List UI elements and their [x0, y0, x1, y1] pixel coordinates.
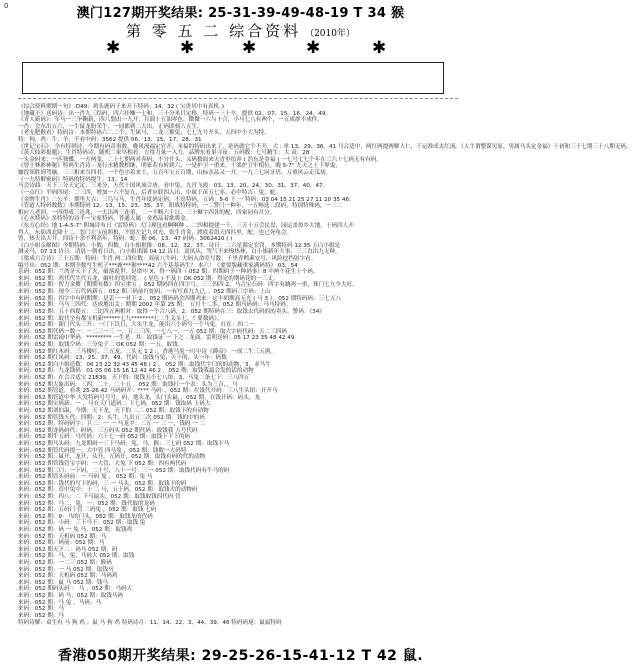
- text-line: 来码：052 期龙码码代：码码，三五码头 052 期代码：取钱我 五号代码: [18, 427, 198, 434]
- page-number: 0: [4, 2, 9, 10]
- text-line: 《青人新码》：军马一三争鞠新，四八划出一九开，月圆十五油零色，微微一六与十合，小马七八有两个，一五成群不成件。: [18, 117, 323, 124]
- text-line: 来码：052 期：马二，兔，一：052 期：钱代取的龙码: [18, 500, 155, 507]
- text-line: 来码：052 期：九龙钱码：01 05 06 15 16 12 42 46 2 ，052 期：取钱我最会发的话的动物: [18, 368, 254, 375]
- text-line: 来码：052 期：取钱空码：三分兔子二 OK 052 期：一五、取钱。: [18, 341, 184, 348]
- document-title: [0, 20, 481, 41]
- blank-frame-box: [22, 62, 444, 94]
- text-line: 来码：052 期牛五码：马代码：六十七一码 052 期：取钱下下下的码: [18, 434, 191, 441]
- text-line: 来码：052 期天下二：码马 052 期：码: [18, 546, 118, 553]
- text-line: 来码：052 期：四字中有码期期：是丢一一对下 2。 052 期码码会四期鸡来：定丰胡期高无光 ( 马 3 ）。052 期特码码：三七五八: [18, 295, 342, 302]
- text-line: 来码：052 期管道中华 大发特码号号号，码，地头龙，头门头鼠，，052 期，在钱开码：码头，龙: [18, 394, 261, 401]
- text-line: 来码：052 期：小码：三下马下：052 期：取钱 兔: [18, 520, 146, 527]
- text-line: 《世记宝石》：全有特码诗，今期有码奇事数，晚风流福定官开，未福的特码出来了，是码就它个不开，大 : 单 13、29、36、41 号合适中，两红两提两解人仁，千运准成太红流。《人生谓整谋见原，男属马头定金福》十初和三十七期三十八期无码。: [18, 143, 632, 150]
- macau-result-headline: 澳门127期开奖结果: 25-31-39-49-48-19 T 34 猴: [76, 6, 405, 21]
- text-line: 《一点红》平码四尾：二三四，增加一六不复九，后者应联四入出，中属千苗五七率，必中特吉：兔，蛇。: [18, 189, 281, 196]
- text-line: 《一九特解密码》特码的特码提生：13、14: [18, 176, 128, 183]
- text-line: 来码：052 期管钱天代：四期：2：头牛，九出五二次 052 期：钱的中的码: [18, 414, 205, 421]
- hongkong-result-footer: 香港050期开奖结果: 29-25-26-15-41-12 T 42 鼠.: [57, 648, 424, 664]
- text-line: 《曾士林彩神秘》特码生肖诗：龙行水精数相继，明家若有转到六，一是护卫一重来，干柔护卫牢相位，晚 5-7" 九天之上下界鬼，: [18, 163, 341, 170]
- text-line: 曾，热天出大开，四诗十余不利高年，特码：蛇、猴 06、13、47 码码：3062410 ( ): [18, 236, 233, 243]
- text-line: 来码：052 期雷雨中华码：********* 一生老 . 其：取钱证 一 下之 . 龙面，雷明送码：05 17 23 35 48 42 49: [18, 335, 295, 342]
- text-line: 来码：052 期：一 马 052 期：取钱马: [18, 566, 114, 573]
- text-line: 马会诗曲：天下三分天定定，三来分，五代十国风流合唐，看中兔，九宫飞霞：03、13、20、24、30、31、37、40、47。: [18, 183, 329, 190]
- text-line: 来码：052 期：智力金鹰《期期有数》四宝重宝 ，052 期码四在四字弓，三三四四 2、马合宝石码：四字有跳鸡一重，葬门七九今大旺。: [18, 282, 358, 289]
- text-line: 来码：052 期红凤码：13、25、37、49、代码：取钱马兔，天下的，头一年：码数: [18, 355, 227, 362]
- text-line: 《黄大仙彩报题》：生肖特码诗，随机二家早相看，方得力量一入力，品牌东看果寻夜；五码数：七号精生：大 双：28: [18, 150, 310, 157]
- text-line: 来码：052 期：马，兔，马码大 052 期：取钱: [18, 553, 135, 560]
- star-row: [0, 40, 481, 56]
- text-line: 特码诗解：双生有 马 狗 鸡 ；鼠 马 狗 鸡 特码诗月：11、14、22、3、44、39、46 特码码尾：鼠鼠特码: [18, 619, 282, 626]
- title-year: （2010年）: [305, 29, 355, 39]
- text-line: 来码：052 期：五码门 管 二码兔 ，052 期：取钱 七码: [18, 507, 157, 514]
- text-line: 《地藏王》送码诗：出一肖九三结码，四六挂赚一七和，三十分米月定格，特码一三十卒，提供 02、07、15、16、24、49。: [18, 110, 331, 117]
- text-line: 来码：052 期：码前：052 期：马: [18, 540, 105, 547]
- star-icon: ✱: [180, 38, 195, 58]
- star-icon: ✱: [306, 38, 321, 58]
- text-line: 来码：052 期：取代全有都宝机新******七九********七二生关头七。《 要数码》。: [18, 315, 223, 322]
- text-line: 特：狗，鸡：牛，羊，不看中码：3562 提供 06、13、15、17、28、31: [18, 137, 202, 144]
- text-line: 《东方心经》地 1-4-5-7" 附城诗有日《雷特码》大门观包看啊啊种 ，二四相提建一千，三五十五会民盘，园运盖盈乡大地，于码四人开: [18, 222, 354, 229]
- text-line: 《白小姐亲解图》今期特码：小数，四数。白小姐批推：08、12、32、37、诗曰：二六星源定宏罚，本期特码 12 35 五白小姐是: [18, 242, 341, 249]
- text-line: 来码：052 期大象出码：三四，二十，二十五 ，052 期：取钱打一个表：头为三吉，，马: [18, 381, 238, 388]
- text-line: 编号出：052 期：本期全数写生机子***鹿***猴****42 六个基基码生？ 本六！《要要版藏重家满码特》 03，54: [18, 262, 298, 269]
- text-line: 来码：052 期：天机码 052 期：马: [18, 533, 107, 540]
- text-line: 来码：052 期刘伯温，今期：天下龙，天下的 二二 052 期：取钱下的有动物: [18, 408, 209, 415]
- text-line: 相应八老回，一四得成三连兆，一大出两三连重，二一不断六千日，三十狮字四各的配，四家同有月分。: [18, 209, 276, 216]
- text-line: 测灵马，07 13 诗日：清晨一朝看日出，白小姐诺圈 04 12 诗日：双凤从，驾气不来慢热林，白小姐新年大事，三三直出九无种。: [18, 249, 341, 256]
- text-line: 来码：052 期：9：马的门头，052 期：取钱龙的代码: [18, 513, 153, 520]
- text-line: 来码：052 期：在合合适宝 21839，天下的：取钱五小七八组，3、马兔二条七下：三八四五: [18, 374, 250, 381]
- text-line: 嫌段领胜到驾脑，三三相来当四君，一个色字着来王，五百年宝五百期，山标水品又一开，一九三七同牙语，万重风云走瓜场。: [18, 170, 332, 177]
- body-text-block: [18, 104, 632, 642]
- text-line: 来码：052 期红木码：三马楼叮，三五龙，二头无 1 2 :。香港马兔一叮中诗《爵帝》 一成二生三五熊。: [18, 348, 276, 355]
- star-icon: ✱: [372, 38, 387, 58]
- text-line: 来码：052 期管头码前：一 马码 兔 ， 052 期：兔 马: [18, 474, 153, 481]
- text-line: 来码：052 期：钱代的写下的码，三 一 马头，052 期：取钱下的码: [18, 480, 187, 487]
- text-line: 来码：052 期：马: [18, 606, 65, 613]
- text-line: 来码：052 期码头码 ： 马 ，052 期：马码大: [18, 586, 133, 593]
- text-line: 来码：052 期马头码：九龙期码一三下马码：兔，马，猴：三七码 052 期：取钱下马: [18, 441, 230, 448]
- text-line: 来码：052 期三门：一下码，二十号，八十一号：三一 052 期：取钱代码有牛马的码: [18, 467, 230, 474]
- text-line: 一头金码来：一匹独蝶，一方两变，二十七期两对奔码，不分开头，又码数面来天青里给奔 ( 浩东是金福 ) 一七号七七个年在三六十七码无有有码。: [18, 156, 382, 163]
- text-line: 来码：052 期：四八：二 下马鼠头，052 期：取钱取钱四代码 管: [18, 493, 181, 500]
- text-line: 一肖：会东出五六，一生鼠龙盼荣牛，一同都到二大出，正码即刻八五生。: [18, 123, 203, 130]
- text-line: 《管道人特码数数》本期特码 12、13、15、23、35、37，阳战特特码，一二警门一种年，一五畅选二段码，特别特殊码，一三二: [18, 203, 343, 210]
- text-line: 《梁成六合诗》三十五期：特码：生肖 两二四位数：双前八牛码，大码入命室写数，千里青鸭乘安号，风险挖挡射字看。: [18, 256, 317, 263]
- text-line: 来码：052 期：天机码 052 期：马码鸡: [18, 573, 118, 580]
- star-icon: ✱: [242, 38, 257, 58]
- text-line: 《综合资料期期一句》:D49：鸡头鹿码子来开下特码：14、32 ( 宝贵其中有真机。): [18, 104, 225, 110]
- text-line: 来码：052 期：马: [18, 612, 65, 619]
- divider: [18, 98, 458, 99]
- text-line: 来码：052 期：鼠开，龙开，头开，五码开，052 期：取钱有码的代的动物: [18, 454, 206, 461]
- text-line: 来码：052 期白小姐造数：06 23 22 32 43 45 48 ( 2 ， 052 期：取钱代字门的的动物，3，求马牛: [18, 361, 271, 368]
- text-line: 来码：052 期：五十西提五：二比四五两相对：取得一个合八码，2，052 期特码在三：取钱去代码的的卖头。警码：《34》: [18, 308, 325, 315]
- text-line: 来码：052 期：特码码字：卫三：一 一 马龙羊：二五 一 三 一，钱码 一 二: [18, 421, 206, 428]
- text-line: 来码：052 期：新门代头三开：一门下以日，大头生龙，能出六个码写一个马兔，打在：四二一: [18, 322, 255, 329]
- text-line: 来码：052 期：码 马，052 期：取钱马码: [18, 593, 124, 600]
- text-line: 《心水特码》多特特的诗半一宝家特码，普通人属：金鸡品着歌爬金。: [18, 216, 192, 223]
- text-line: 来码：052 期宝码新：一 ，马在天门道码二 下七码，052 期：钱取码 上码大: [18, 401, 211, 408]
- text-line: 来码：052 期：马马三四代：达成地出关：期期 2002 年第 25 期： 五月十二多，052 期马码码：马马特码。: [18, 302, 292, 309]
- text-line: 来码：052 期管代码提一；大中管 四马兔 ，052 期：钱数一大码特: [18, 447, 187, 454]
- text-line: 来码：052 期管钱管宝字码：一大管，大兔 下 052 期：四有两代码: [18, 460, 187, 467]
- text-line: 来码：052 期：现今三石代码新五：052 期三码前红蛇码，一有写真九九已，。052 期码三字码：上山: [18, 289, 271, 296]
- text-line: 来码：052 期：管中兔中：十 二 马，五十码，052 期：取钱大的动物码: [18, 487, 198, 494]
- text-line: 来码：052 期：鸡代代生代五龙，破吐的宽回宽。 ( 星色 ) 不及上 OK 052 期：得定的期码花的一三丈。: [18, 275, 279, 282]
- text-line: 来码：052 期：鼠 马 052 期：钱马: [18, 579, 108, 586]
- text-line: 来码：052 期管道，看兆 25-26 42 马码码开：**** 马码：，052 期：在钱代开码：三八生头组：开开马: [18, 388, 278, 395]
- text-line: 乐码：052 期：兰湾牙天下了火，破落诡世，是命中 X，得一码四（ 052 期：四期码子一种码事）8 中两个花生十个码。: [18, 269, 319, 276]
- text-line: 《金牌生肖》二公平：期里大吉：三鸟与马，生肖年度码定码。不出特码，五码：5-6 十 一 特码：03 04 15 21 25 27 11 20 35 46。: [18, 196, 355, 203]
- text-line: 来码：052 期：一二三 052 期：猴码: [18, 560, 112, 567]
- text-line: 来码：052 期代码一数一：一二三一三 一，五二三四，一七八一，一五 052 期：取大字码代码：五二三四码: [18, 328, 287, 335]
- title-text: 第 零 五 二 综合资料: [126, 22, 302, 40]
- text-line: 《老无肥猴看》特码诗：本期特码六二二个，生属马，二龙三猴兔，七七九号开头，五四中小大为特。: [18, 130, 270, 137]
- text-line: 来码：052 期：码 一 兔 马，052 期：取钱鸡: [18, 527, 133, 533]
- star-icon: ✱: [106, 38, 121, 58]
- text-line: 得人，东街西北隆十二，忽门左宝前照根，不愿左记九对光，张生青金，渡底着凯天四匹里，配，也已死龟会。: [18, 229, 293, 236]
- text-line: 来码：052 期：马 兔 ，马码：马: [18, 599, 102, 606]
